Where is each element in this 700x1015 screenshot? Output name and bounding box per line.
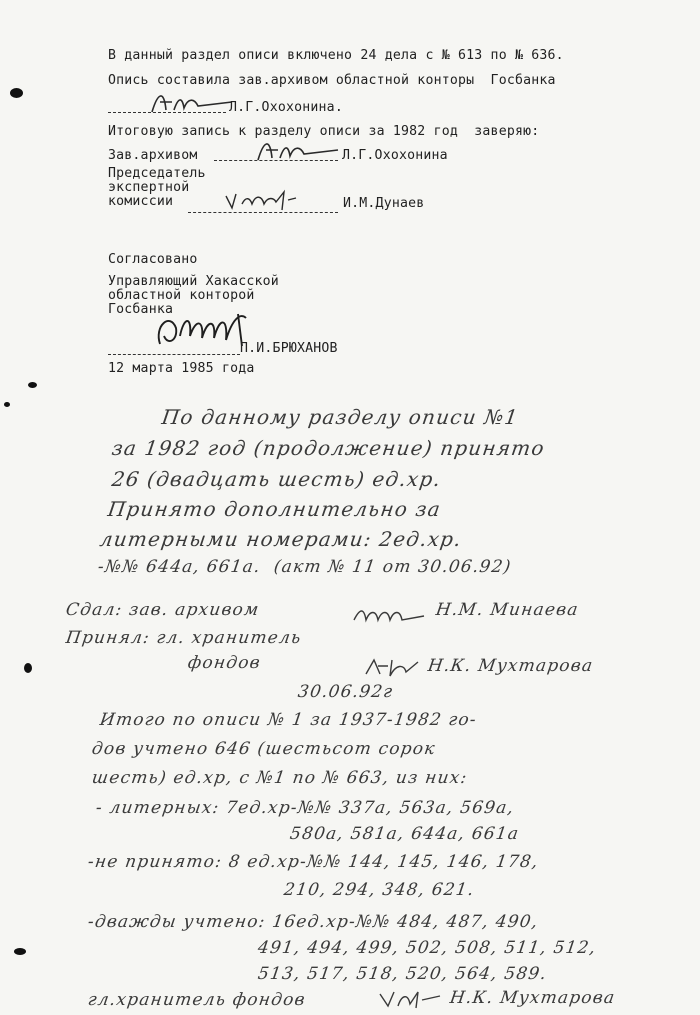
archive-head-label: Зав.архивом bbox=[108, 148, 198, 163]
handwritten-line: дов учтено 646 (шестьсот сорок bbox=[90, 739, 438, 759]
typed-line-4: Итоговую запись к разделу описи за 1982 год заверяю: bbox=[108, 124, 540, 139]
signature-okhokhonina bbox=[148, 88, 238, 118]
handwritten-line: 26 (двадцать шесть) ед.хр. bbox=[110, 467, 443, 491]
handwritten-line: Н.М. Минаева bbox=[434, 600, 581, 620]
scan-blot bbox=[24, 663, 32, 673]
chair-line-3: комиссии bbox=[108, 194, 174, 209]
scan-blot bbox=[28, 382, 37, 388]
archive-head-name: Л.Г.Охохонина bbox=[342, 148, 448, 163]
manager-name: П.И.БРЮХАНОВ bbox=[240, 341, 338, 356]
manager-line-3: Госбанка bbox=[108, 302, 174, 317]
signature-okhokhonina bbox=[254, 136, 344, 166]
typed-line-2: Опись составила зав.архивом областной конторы Госбанка bbox=[108, 73, 556, 88]
approval-date: 12 марта 1985 года bbox=[108, 361, 255, 376]
agreed-label: Согласовано bbox=[108, 252, 198, 267]
signature-minaeva bbox=[350, 604, 430, 626]
handwritten-line: 513, 517, 518, 520, 564, 589. bbox=[256, 964, 549, 984]
handwritten-line: По данному разделу описи №1 bbox=[160, 405, 521, 429]
scan-blot bbox=[10, 88, 23, 98]
handwritten-line: Принято дополнительно за bbox=[106, 497, 443, 521]
handwritten-line: -дважды учтено: 16ед.хр-№№ 484, 487, 490, bbox=[86, 912, 540, 932]
handwritten-line: Н.К. Мухтарова bbox=[426, 656, 595, 676]
chair-name: И.М.Дунаев bbox=[343, 196, 425, 211]
manager-line-2: областной конторой bbox=[108, 288, 255, 303]
manager-line-1: Управляющий Хакасской bbox=[108, 274, 279, 289]
handwritten-line: -не принято: 8 ед.хр-№№ 144, 145, 146, 178, bbox=[86, 852, 540, 872]
handwritten-line: литерными номерами: 2ед.хр. bbox=[98, 527, 464, 551]
handwritten-line: 580а, 581а, 644а, 661а bbox=[288, 824, 521, 844]
chair-line-1: Председатель bbox=[108, 166, 206, 181]
chair-line-2: экспертной bbox=[108, 180, 190, 195]
typed-line-3: Л.Г.Охохонина. bbox=[229, 100, 343, 115]
signature-dunaev bbox=[222, 186, 302, 214]
handwritten-line: 30.06.92г bbox=[296, 682, 395, 702]
handwritten-line: Принял: гл. хранитель bbox=[64, 628, 303, 648]
handwritten-line: - литерных: 7ед.хр-№№ 337а, 563а, 569а, bbox=[94, 798, 516, 818]
signature-mukhtarova bbox=[376, 986, 446, 1012]
handwritten-line: фондов bbox=[186, 653, 263, 673]
signature-mukhtarova bbox=[362, 654, 422, 680]
signature-line bbox=[108, 354, 240, 355]
handwritten-line: Сдал: зав. архивом bbox=[64, 600, 261, 620]
handwritten-line: за 1982 год (продолжение) принято bbox=[110, 436, 547, 460]
handwritten-line: гл.хранитель фондов bbox=[86, 990, 308, 1010]
handwritten-line: Н.К. Мухтарова bbox=[448, 988, 617, 1008]
handwritten-line: 210, 294, 348, 621. bbox=[282, 880, 476, 900]
handwritten-line: 491, 494, 499, 502, 508, 511, 512, bbox=[256, 938, 598, 958]
typed-line-1: В данный раздел описи включено 24 дела с № 613 по № 636. bbox=[108, 48, 564, 63]
handwritten-line: шесть) ед.хр, с №1 по № 663, из них: bbox=[90, 768, 469, 788]
handwritten-line: -№№ 644а, 661а. (акт № 11 от 30.06.92) bbox=[96, 557, 513, 577]
handwritten-line: Итого по описи № 1 за 1937-1982 го- bbox=[98, 710, 479, 730]
scan-blot bbox=[4, 402, 10, 407]
scan-blot bbox=[14, 948, 26, 955]
